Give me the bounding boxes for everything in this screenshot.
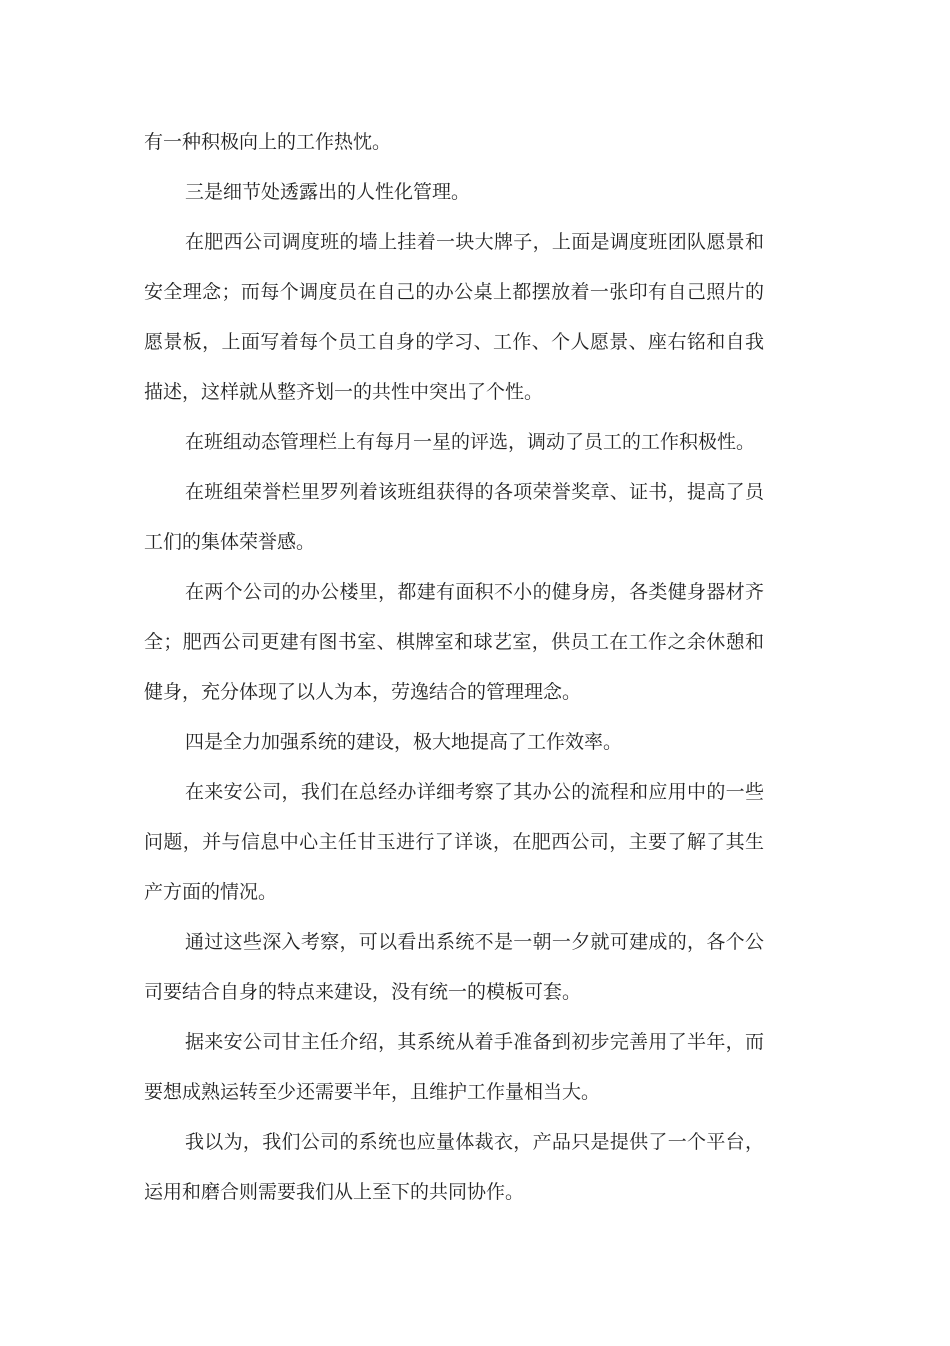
paragraph: 通过这些深入考察，可以看出系统不是一朝一夕就可建成的，各个公司要结合自身的特点来建设，没有统一的模板可套。 [144,931,764,1003]
paragraph: 三是细节处透露出的人性化管理。 [185,181,471,203]
document-body [144,117,764,1217]
paragraph: 在两个公司的办公楼里，都建有面积不小的健身房，各类健身器材齐全；肥西公司更建有图书室、棋牌室和球艺室，供员工在工作之余休憩和健身，充分体现了以人为本，劳逸结合的管理理念。 [144,581,764,703]
paragraph: 四是全力加强系统的建设，极大地提高了工作效率。 [185,731,623,753]
paragraph: 据来安公司甘主任介绍，其系统从着手准备到初步完善用了半年，而要想成熟运转至少还需要半年，且维护工作量相当大。 [144,1031,764,1103]
paragraph: 在班组荣誉栏里罗列着该班组获得的各项荣誉奖章、证书，提高了员工们的集体荣誉感。 [144,481,764,553]
paragraph: 我以为，我们公司的系统也应量体裁衣，产品只是提供了一个平台，运用和磨合则需要我们从上至下的共同协作。 [144,1131,764,1203]
paragraph: 在班组动态管理栏上有每月一星的评选，调动了员工的工作积极性。 [185,431,756,453]
paragraph: 有一种积极向上的工作热忱。 [144,131,392,153]
paragraph: 在肥西公司调度班的墙上挂着一块大牌子，上面是调度班团队愿景和安全理念；而每个调度员在自己的办公桌上都摆放着一张印有自己照片的愿景板，上面写着每个员工自身的学习、工作、个人愿景、座右铭和自我描述，这样就从整齐划一的共性中突出了个性。 [144,231,764,403]
paragraph: 在来安公司，我们在总经办详细考察了其办公的流程和应用中的一些问题，并与信息中心主任甘玉进行了详谈，在肥西公司，主要了解了其生产方面的情况。 [144,781,764,903]
